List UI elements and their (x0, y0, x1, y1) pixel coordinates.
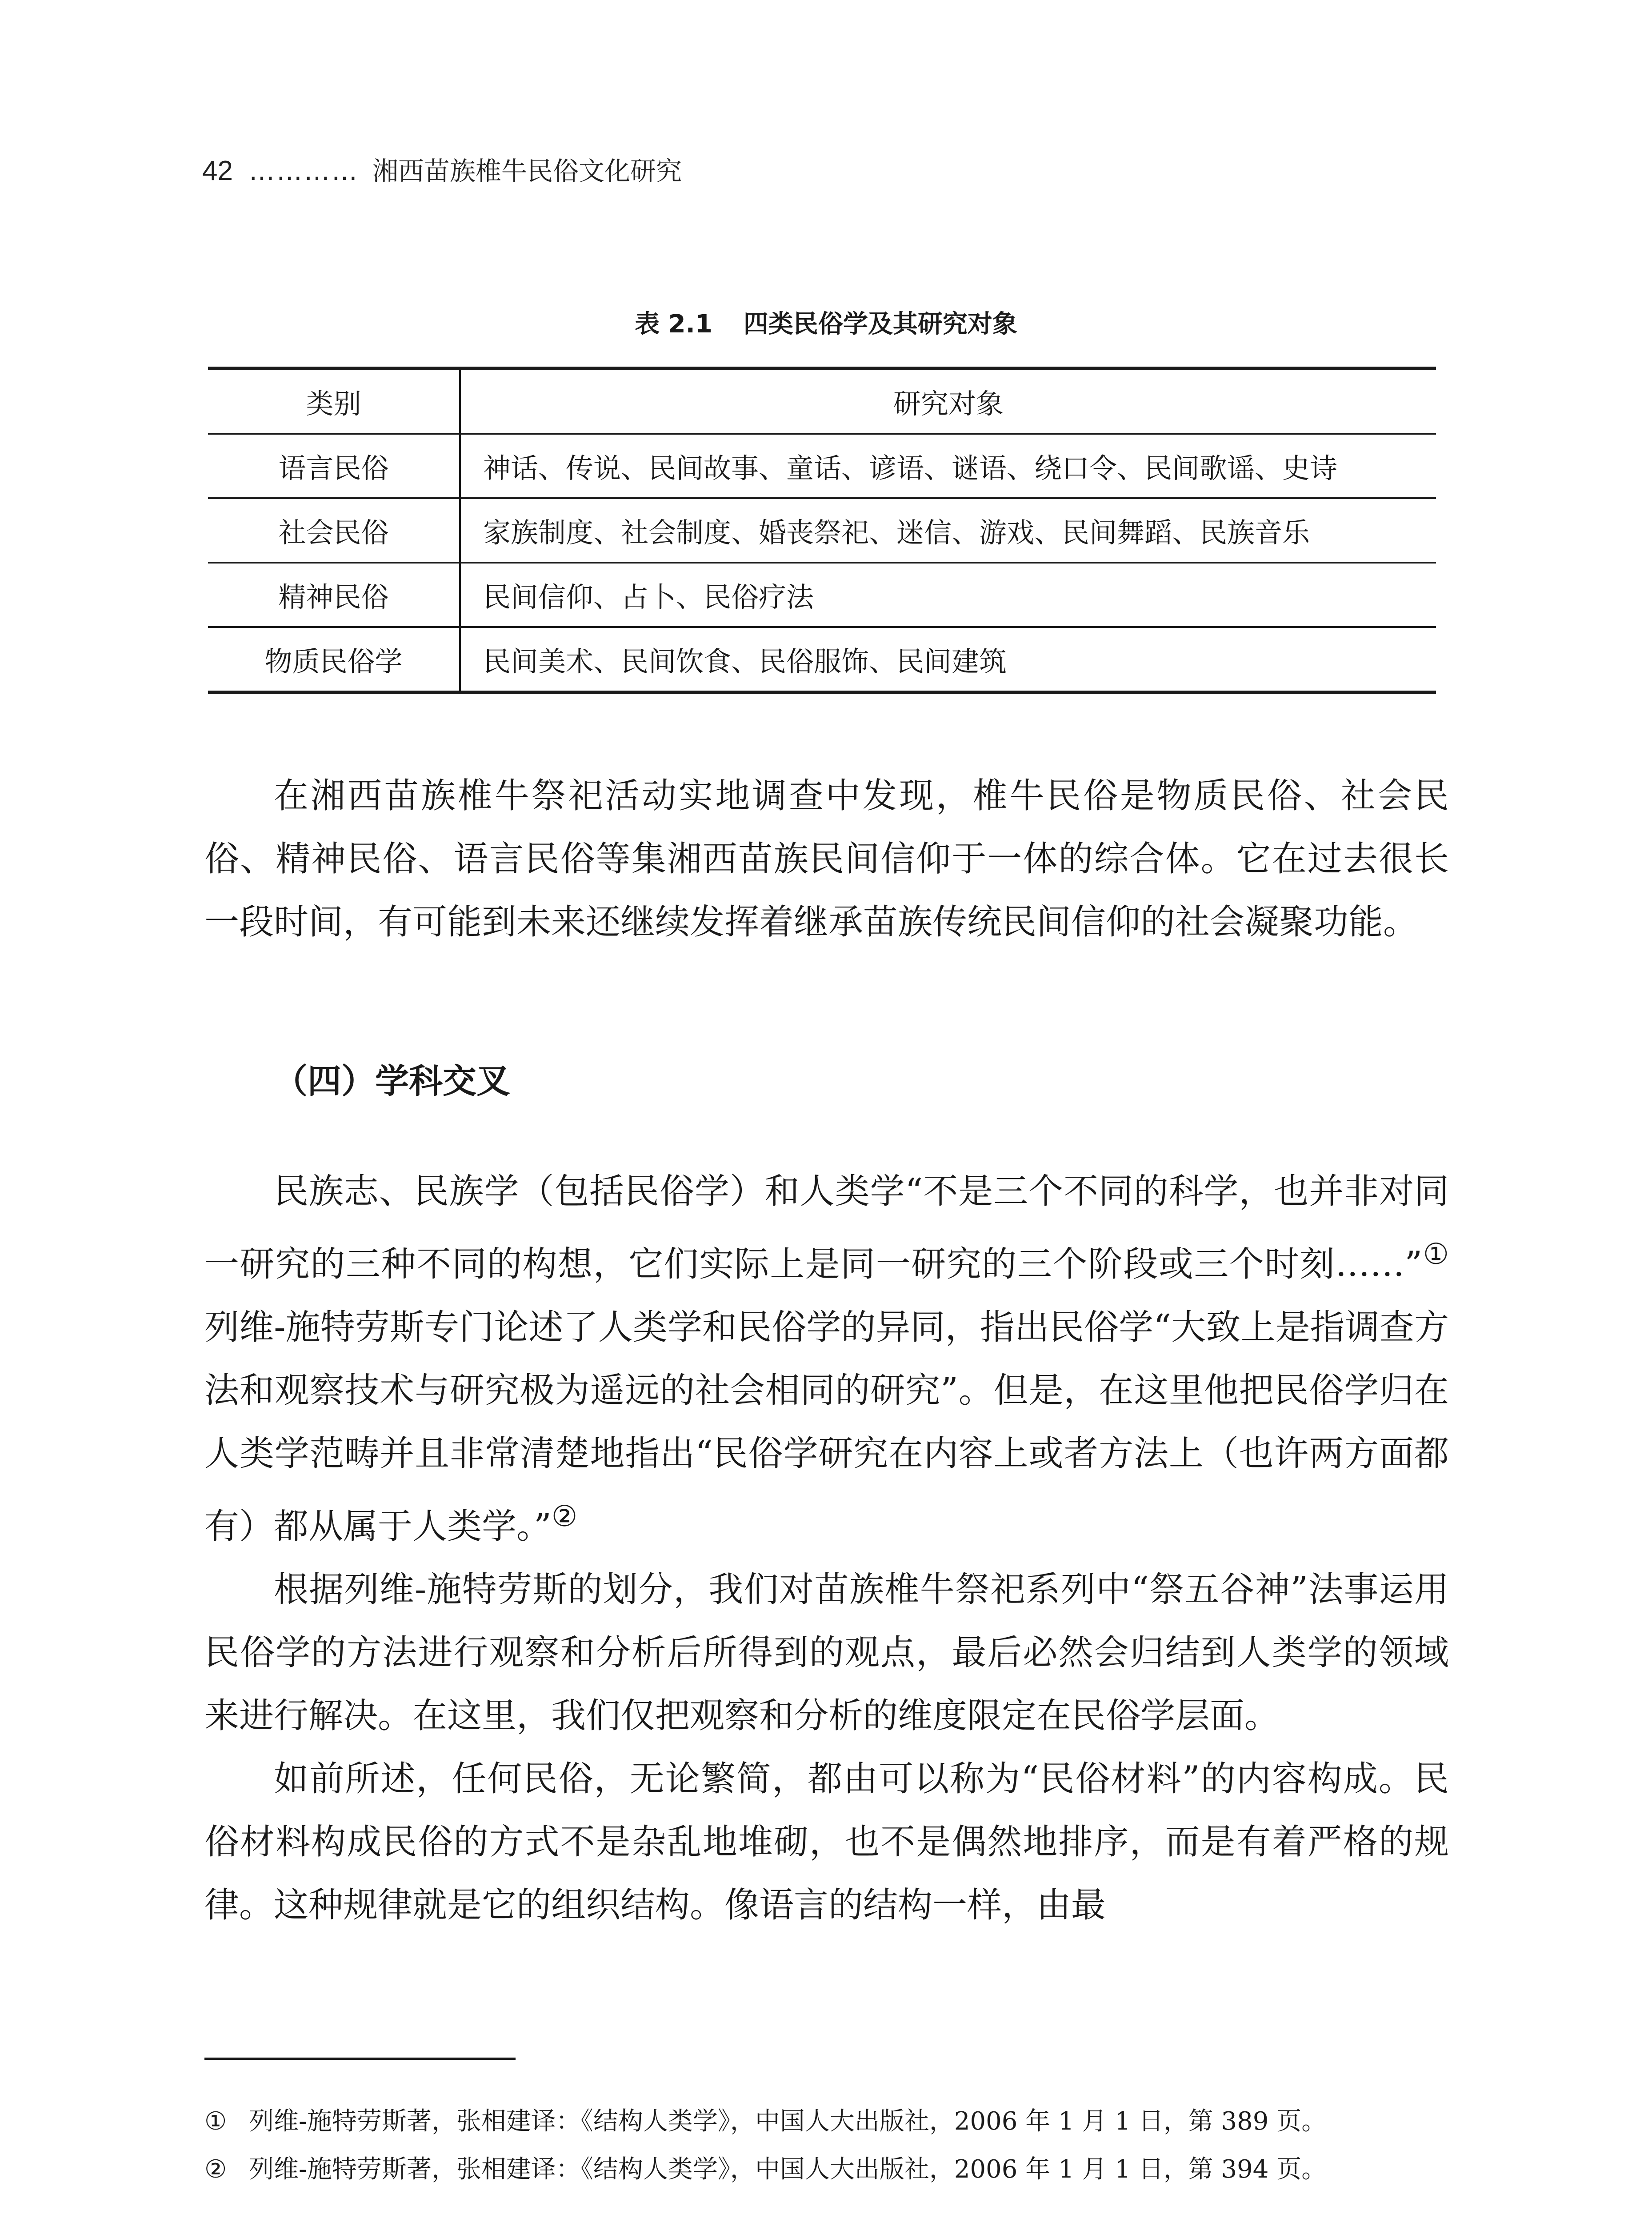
running-header (202, 153, 682, 189)
footnote-divider (204, 2058, 516, 2060)
row-objects: 民间信仰、占卜、民俗疗法 (460, 563, 1436, 627)
paragraph-text-a: 民族志、民族学（包括民俗学）和人类学“不是三个不同的科学，也并非对同一研究的三种不同的构想，它们实际上是同一研究的三个阶段或三个时刻……” (204, 1171, 1449, 1284)
table-row (208, 498, 1436, 563)
body-paragraph-citation (204, 1160, 1449, 1558)
book-title: 湘西苗族椎牛民俗文化研究 (372, 156, 682, 186)
body-paragraph: 如前所述，任何民俗，无论繁简，都由可以称为“民俗材料”的内容构成。民俗材料构成民俗的方式不是杂乱地堆砌，也不是偶然地排序，而是有着严格的规律。这种规律就是它的组织结构。像语言的结构一样，由最 (204, 1759, 1449, 1925)
row-category: 语言民俗 (208, 434, 460, 498)
body-paragraph: 根据列维-施特劳斯的划分，我们对苗族椎牛祭祀系列中“祭五谷神”法事运用民俗学的方法进行观察和分析后所得到的观点，最后必然会归结到人类学的领域来进行解决。在这里，我们仅把观察和分析的维度限定在民俗学层面。 (204, 1570, 1449, 1736)
page-number: 42 (202, 156, 233, 186)
table-caption-label: 表 2.1 (635, 310, 712, 339)
footnote-mark: ① (204, 2107, 227, 2136)
row-category: 社会民俗 (208, 498, 460, 563)
table-caption-title: 四类民俗学及其研究对象 (743, 310, 1017, 339)
section-heading: （四）学科交叉 (274, 1061, 510, 1101)
row-category: 精神民俗 (208, 563, 460, 627)
footnote-text: 列维-施特劳斯著，张相建译：《结构人类学》，中国人大出版社，2006 年 1 月 1 日，第 389 页。 (249, 2107, 1327, 2136)
header-leader-dots: ………… (248, 156, 359, 186)
paragraph-text-b: 列维-施特劳斯专门论述了人类学和民俗学的异同，指出民俗学“大致上是指调查方法和观察技术与研究极为遥远的社会相同的研究”。但是，在这里他把民俗学归在人类学范畴并且非常清楚地指出“民俗学研究在内容上或者方法上（也许两方面都有）都从属于人类学。” (204, 1307, 1449, 1547)
footnote-text: 列维-施特劳斯著，张相建译：《结构人类学》，中国人大出版社，2006 年 1 月 1 日，第 394 页。 (249, 2155, 1327, 2184)
table-header-row (208, 368, 1436, 434)
column-header-category: 类别 (208, 368, 460, 434)
row-objects: 民间美术、民间饮食、民俗服饰、民间建筑 (460, 627, 1436, 692)
row-objects: 神话、传说、民间故事、童话、谚语、谜语、绕口令、民间歌谣、史诗 (460, 434, 1436, 498)
footnote (204, 2146, 1449, 2194)
column-header-objects: 研究对象 (460, 368, 1436, 434)
body-paragraph-1-block (204, 764, 1449, 954)
footnote-ref-2: ② (551, 1500, 578, 1533)
body-paragraph: 在湘西苗族椎牛祭祀活动实地调查中发现，椎牛民俗是物质民俗、社会民俗、精神民俗、语言民俗等集湘西苗族民间信仰于一体的综合体。它在过去很长一段时间，有可能到未来还继续发挥着继承苗族传统民间信仰的社会凝聚功能。 (204, 776, 1449, 942)
table-row (208, 563, 1436, 627)
footnotes (204, 2098, 1449, 2194)
footnote-ref-1: ① (1422, 1238, 1449, 1271)
footnote-mark: ② (204, 2155, 227, 2184)
table-row (208, 627, 1436, 692)
row-objects: 家族制度、社会制度、婚丧祭祀、迷信、游戏、民间舞蹈、民族音乐 (460, 498, 1436, 563)
row-category: 物质民俗学 (208, 627, 460, 692)
body-paragraphs-block (204, 1160, 1449, 1937)
folklore-table (208, 367, 1436, 694)
table-row (208, 434, 1436, 498)
footnote (204, 2098, 1449, 2146)
table-caption (0, 307, 1652, 342)
